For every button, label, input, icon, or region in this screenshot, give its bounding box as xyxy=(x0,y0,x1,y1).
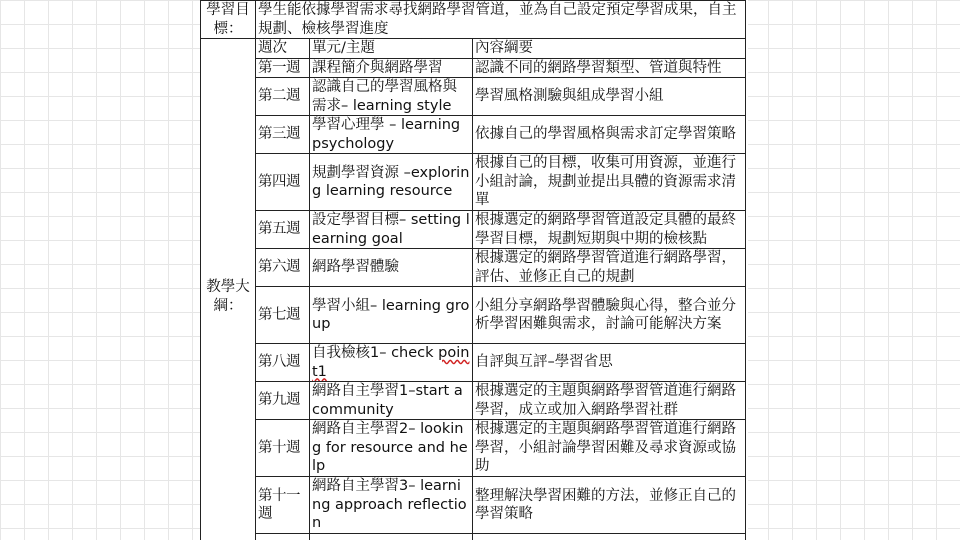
week-cell: 第十週 xyxy=(256,420,310,477)
table-row xyxy=(201,344,746,382)
unit-cell-partial xyxy=(310,534,473,540)
unit-cell: 課程簡介與網路學習 xyxy=(310,58,473,78)
content-cell: 根據選定的主題與網路學習管道進行網路學習，小組討論學習困難及尋求資源或協助 xyxy=(473,420,746,477)
table-row xyxy=(201,116,746,154)
unit-cell: 學習小組– learning group xyxy=(310,287,473,344)
content-cell: 根據選定的網路學習管道設定具體的最終學習目標，規劃短期與中期的檢核點 xyxy=(473,211,746,249)
content-cell: 根據選定的主題與網路學習管道進行網路學習，成立或加入網路學習社群 xyxy=(473,382,746,420)
header-content: 內容綱要 xyxy=(473,39,746,59)
table-row xyxy=(201,249,746,287)
spellcheck-word: point1 xyxy=(312,345,470,380)
content-cell: 根據自己的目標，收集可用資源，並進行小組討論，規劃並提出具體的資源需求清單 xyxy=(473,154,746,211)
week-cell: 第三週 xyxy=(256,116,310,154)
goal-row xyxy=(201,1,746,39)
table-row xyxy=(201,420,746,477)
content-cell: 學習風格測驗與組成學習小組 xyxy=(473,78,746,116)
table-row xyxy=(201,287,746,344)
week-cell: 第六週 xyxy=(256,249,310,287)
table-row xyxy=(201,154,746,211)
content-cell: 整理解決學習困難的方法，並修正自己的學習策略 xyxy=(473,477,746,534)
unit-cell: 網路自主學習2– looking for resource and help xyxy=(310,420,473,477)
unit-cell: 設定學習目標– setting learning goal xyxy=(310,211,473,249)
content-cell: 根據選定的網路學習管道進行網路學習，評估、並修正自己的規劃 xyxy=(473,249,746,287)
week-cell: 第八週 xyxy=(256,344,310,382)
week-cell: 第五週 xyxy=(256,211,310,249)
header-unit: 單元/主題 xyxy=(310,39,473,59)
table-row xyxy=(201,382,746,420)
unit-cell xyxy=(310,344,473,382)
table-row xyxy=(201,58,746,78)
unit-cell: 認識自己的學習風格與需求– learning style xyxy=(310,78,473,116)
unit-cell: 網路自主學習3– learning approach reflection xyxy=(310,477,473,534)
week-cell: 第十一週 xyxy=(256,477,310,534)
week-cell-partial xyxy=(256,534,310,540)
week-cell: 第一週 xyxy=(256,58,310,78)
content-cell: 依據自己的學習風格與需求訂定學習策略 xyxy=(473,116,746,154)
week-cell: 第九週 xyxy=(256,382,310,420)
table-row xyxy=(201,211,746,249)
table-row xyxy=(201,477,746,534)
unit-text: 自我檢核1– check xyxy=(312,345,439,361)
table-row-partial xyxy=(201,534,746,540)
unit-cell: 網路學習體驗 xyxy=(310,249,473,287)
table-row xyxy=(201,78,746,116)
content-cell: 認識不同的網路學習類型、管道與特性 xyxy=(473,58,746,78)
week-cell: 第二週 xyxy=(256,78,310,116)
unit-cell: 規劃學習資源 –exploring learning resource xyxy=(310,154,473,211)
goal-text: 學生能依據學習需求尋找網路學習管道，並為自己設定預定學習成果，自主規劃、檢核學習進度 xyxy=(256,1,746,39)
outline-label: 教學大綱： xyxy=(201,39,256,540)
header-week: 週次 xyxy=(256,39,310,59)
content-cell-partial xyxy=(473,534,746,540)
week-cell: 第四週 xyxy=(256,154,310,211)
content-cell: 自評與互評–學習省思 xyxy=(473,344,746,382)
week-cell: 第七週 xyxy=(256,287,310,344)
unit-cell: 學習心理學 – learning psychology xyxy=(310,116,473,154)
syllabus-table xyxy=(200,0,746,540)
outline-header-row xyxy=(201,39,746,59)
unit-cell: 網路自主學習1–start a community xyxy=(310,382,473,420)
content-cell: 小組分享網路學習體驗與心得，整合並分析學習困難與需求，討論可能解決方案 xyxy=(473,287,746,344)
document-page xyxy=(200,0,748,540)
goal-label: 學習目標： xyxy=(201,1,256,39)
